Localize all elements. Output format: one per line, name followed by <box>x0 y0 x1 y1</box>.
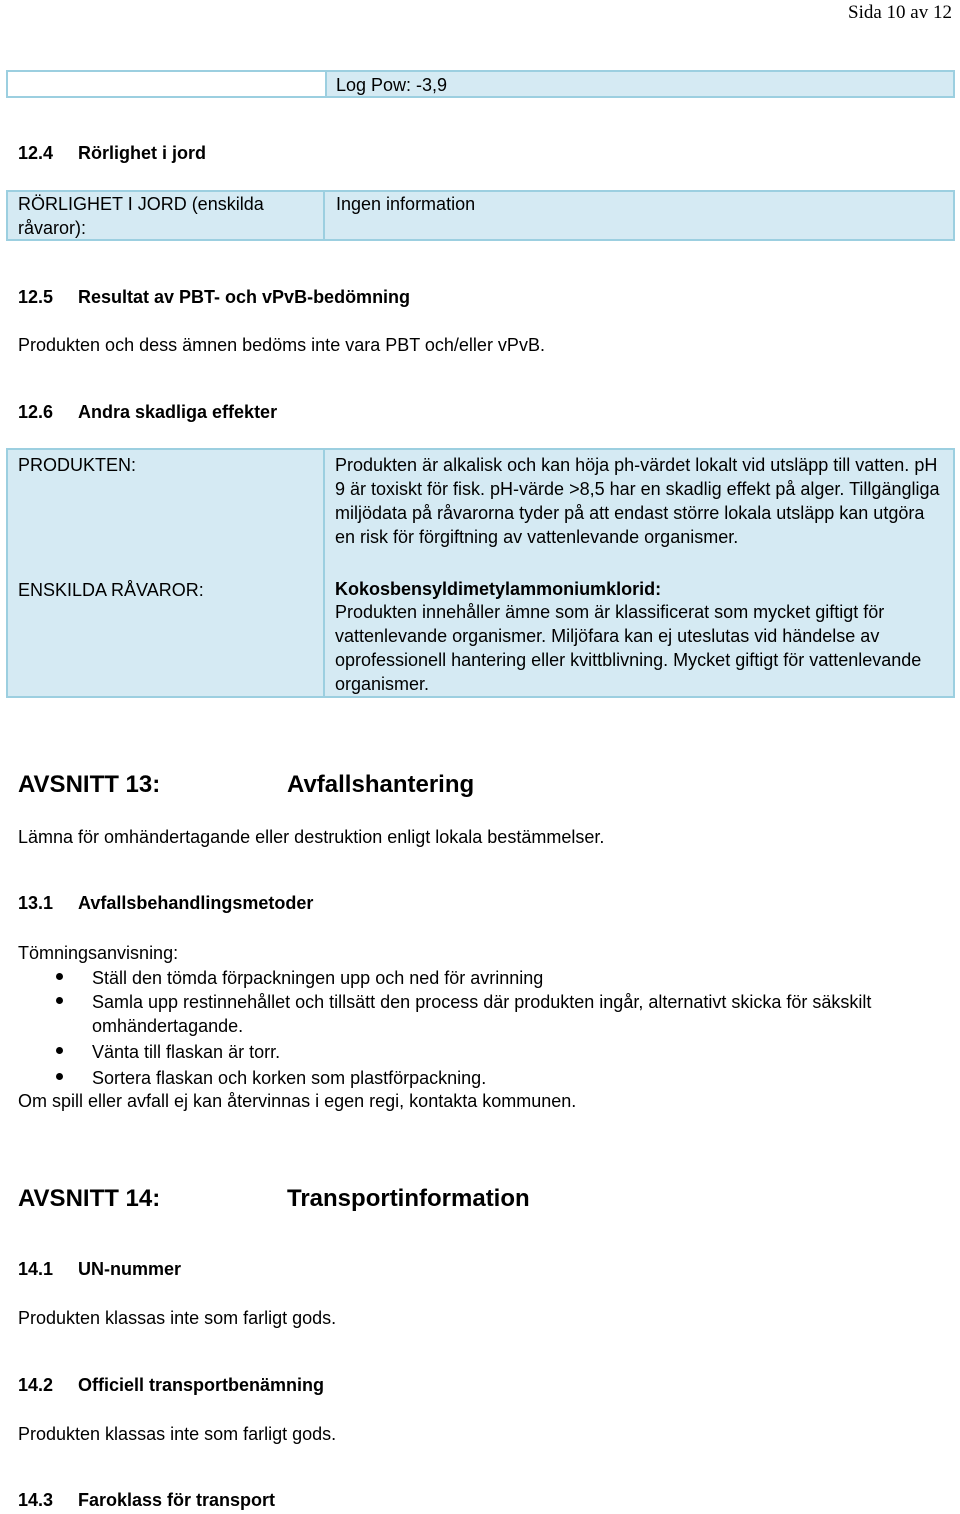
section-14-title: Transportinformation <box>287 1185 530 1212</box>
other-effects-divider <box>323 448 325 698</box>
emptying-step-2: Samla upp restinnehållet och tillsätt den process där produkten ingår, alternativt skicka för säkskilt omhändertagande. <box>92 992 872 1036</box>
mobility-label: RÖRLIGHET I JORD (enskilda råvaror): <box>18 194 264 238</box>
section-12-4-title: Rörlighet i jord <box>78 143 206 163</box>
substance-name: Kokosbensyldimetylammoniumklorid: <box>335 579 662 599</box>
section-12-4-number: 12.4 <box>18 143 54 163</box>
bullet-4 <box>56 1073 63 1080</box>
substance-effects-text: Produkten innehåller ämne som är klassificerat som mycket giftigt för vattenlevande organismer. Miljöfara kan ej uteslutas vid händelse av oprofessionell hantering eller kvittblivning. Mycket giftigt för vattenlevande organismer. <box>335 602 922 694</box>
bullet-1 <box>56 973 63 980</box>
emptying-step-3: Vänta till flaskan är torr. <box>92 1042 281 1062</box>
section-14-3-title: Faroklass för transport <box>78 1490 276 1510</box>
emptying-step-1: Ställ den tömda förpackningen upp och ned för avrinning <box>92 968 544 988</box>
log-pow-left-cell <box>6 70 327 98</box>
label-raw-materials: ENSKILDA RÅVAROR: <box>18 580 204 600</box>
section-13-title: Avfallshantering <box>287 771 475 798</box>
emptying-step-4: Sortera flaskan och korken som plastförpackning. <box>92 1068 487 1088</box>
bullet-3 <box>56 1047 63 1054</box>
disposal-intro: Lämna för omhändertagande eller destruktion enligt lokala bestämmelser. <box>18 827 605 847</box>
mobility-value: Ingen information <box>336 194 476 214</box>
pbt-assessment-text: Produkten och dess ämnen bedöms inte vara PBT och/eller vPvB. <box>18 335 545 355</box>
section-14-3-number: 14.3 <box>18 1490 54 1510</box>
product-effects-text: Produkten är alkalisk och kan höja ph-värdet lokalt vid utsläpp till vatten. pH 9 är toxiskt för fisk. pH-värde >8,5 har en skadlig effekt på alger. Tillgängliga miljödata på råvarorna tyder på att endast större lokala utsläpp kan utgöra en risk för förgiftning av vattenlevande organismer. <box>335 455 940 547</box>
section-13-1-number: 13.1 <box>18 893 54 913</box>
section-12-6-title: Andra skadliga effekter <box>78 402 278 422</box>
un-number-text: Produkten klassas inte som farligt gods. <box>18 1308 337 1328</box>
mobility-divider <box>323 190 325 241</box>
section-14-1-number: 14.1 <box>18 1259 54 1279</box>
log-pow-value: Log Pow: -3,9 <box>336 75 448 95</box>
disposal-footer: Om spill eller avfall ej kan återvinnas i egen regi, kontakta kommunen. <box>18 1091 577 1111</box>
shipping-name-text: Produkten klassas inte som farligt gods. <box>18 1424 337 1444</box>
section-14-2-title: Officiell transportbenämning <box>78 1375 325 1395</box>
bullet-2 <box>56 997 63 1004</box>
section-13-1-title: Avfallsbehandlingsmetoder <box>78 893 314 913</box>
emptying-heading: Tömningsanvisning: <box>18 943 179 963</box>
section-14-1-title: UN-nummer <box>78 1259 182 1279</box>
page-indicator: Sida 10 av 12 <box>848 2 952 23</box>
section-12-5-number: 12.5 <box>18 287 54 307</box>
section-14-2-number: 14.2 <box>18 1375 54 1395</box>
label-product: PRODUKTEN: <box>18 455 137 475</box>
section-14-label: AVSNITT 14: <box>18 1185 161 1212</box>
section-12-5-title: Resultat av PBT- och vPvB-bedömning <box>78 287 411 307</box>
section-12-6-number: 12.6 <box>18 402 54 422</box>
section-13-label: AVSNITT 13: <box>18 771 161 798</box>
